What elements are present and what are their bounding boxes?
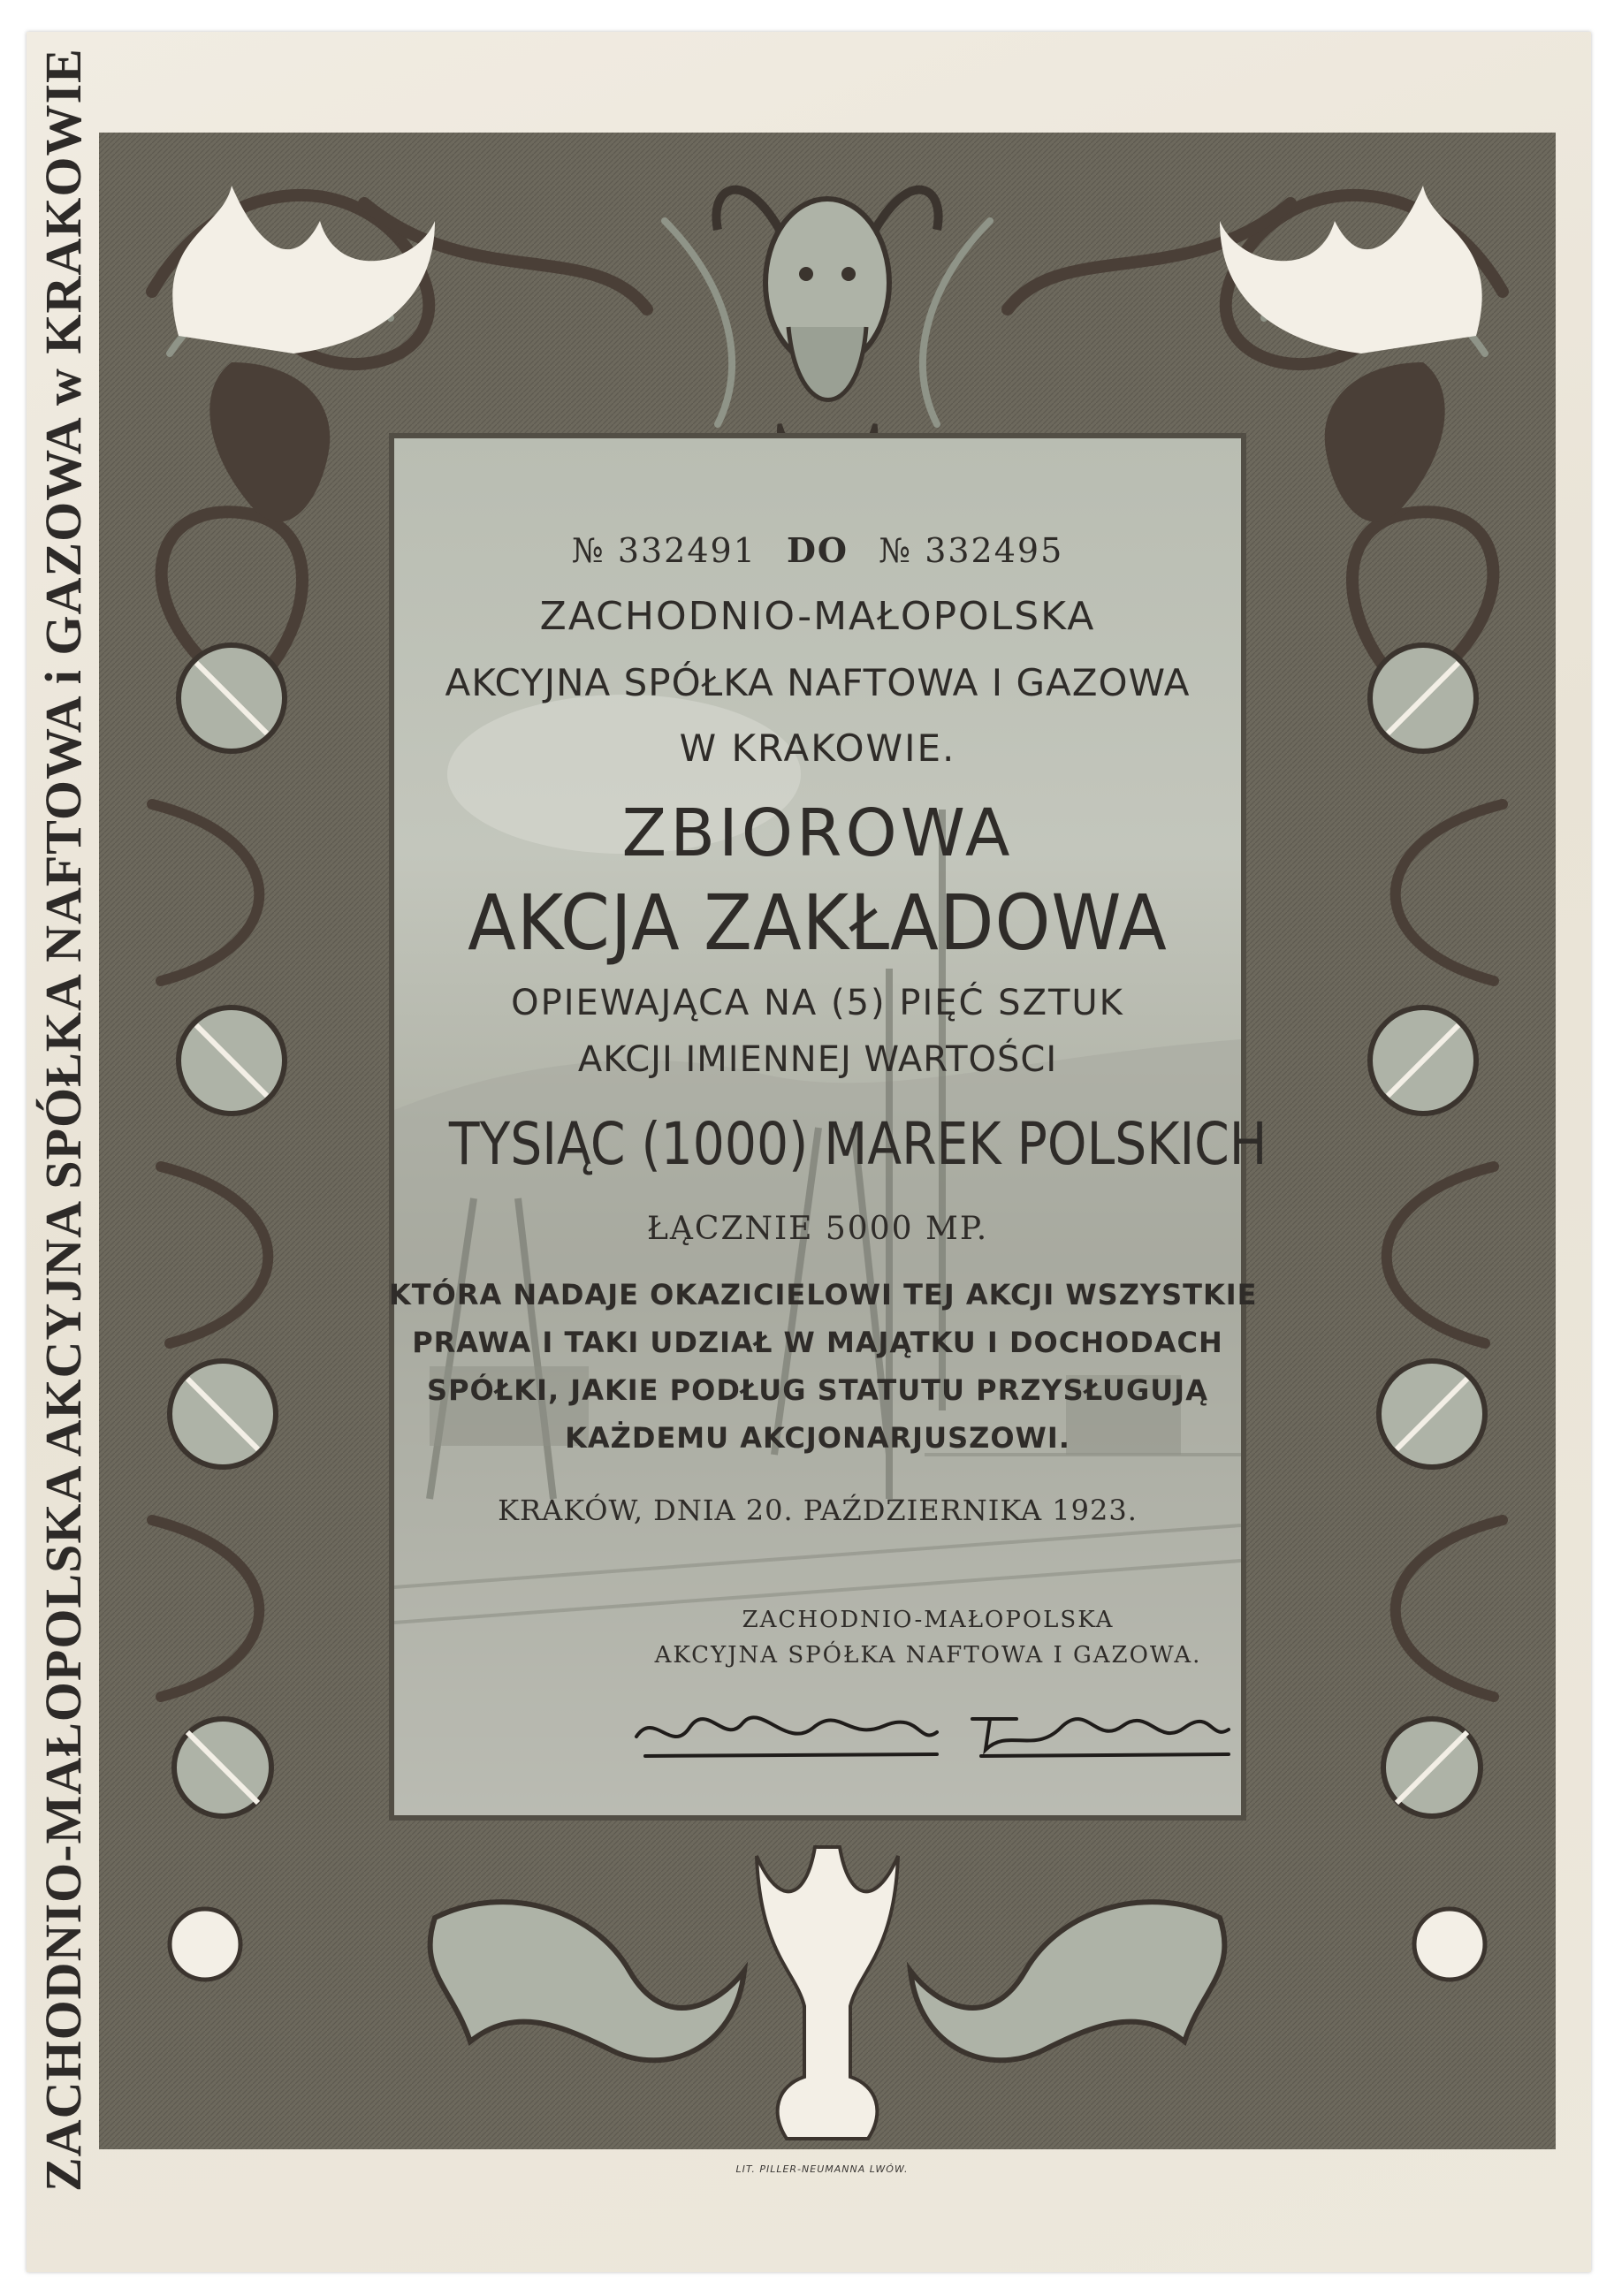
- serial-from-prefix: №: [571, 531, 605, 570]
- serial-numbers: [389, 530, 1246, 570]
- signature-left: [636, 1717, 937, 1737]
- rights-text-line-4: KAŻDEMU AKCJONARJUSZOWI.: [565, 1421, 1070, 1455]
- signatory-company-line-1: ZACHODNIO-MAŁOPOLSKA: [742, 1607, 1115, 1633]
- handwritten-signatures: [619, 1692, 1237, 1772]
- serial-to-prefix: №: [879, 531, 913, 570]
- serial-from-number: 332491: [617, 531, 757, 570]
- rights-text-line-1: KTÓRA NADAJE OKAZICIELOWI TEJ AKCJI WSZYSTKIE: [389, 1278, 1258, 1311]
- share-nominal-line: AKCJI IMIENNEJ WARTOŚCI: [577, 1039, 1058, 1080]
- title-share-type: AKCJA ZAKŁADOWA: [468, 878, 1168, 968]
- share-count-line: OPIEWAJĄCA NA (5) PIĘĆ SZTUK: [511, 983, 1124, 1023]
- total-value: ŁĄCZNIE 5000 MP.: [646, 1211, 989, 1247]
- signature-right: [972, 1719, 1229, 1750]
- rights-text-line-2: PRAWA I TAKI UDZIAŁ W MAJĄTKU I DOCHODACH: [412, 1326, 1223, 1359]
- serial-to-number: 332495: [925, 531, 1064, 570]
- company-location: W KRAKOWIE.: [679, 726, 956, 770]
- company-name-line-2: AKCYJNA SPÓŁKA NAFTOWA I GAZOWA: [445, 661, 1191, 704]
- title-collective: ZBIOROWA: [621, 795, 1014, 871]
- issue-date: KRAKÓW, DNIA 20. PAŹDZIERNIKA 1923.: [498, 1494, 1138, 1527]
- signatory-company-line-2: AKCYJNA SPÓŁKA NAFTOWA I GAZOWA.: [654, 1642, 1202, 1669]
- side-company-name: ZACHODNIO-MAŁOPOLSKA AKCYJNA SPÓŁKA NAFTOWA i GAZOWA w KRAKOWIE: [34, 48, 92, 2192]
- share-value: TYSIĄC (1000) MAREK POLSKICH: [448, 1110, 1268, 1178]
- serial-connector: DO: [786, 530, 849, 570]
- company-name-line-1: ZACHODNIO-MAŁOPOLSKA: [539, 594, 1096, 639]
- printer-mark: LIT. PILLER-NEUMANNA LWÓW.: [735, 2163, 909, 2175]
- rights-text-line-3: SPÓŁKI, JAKIE PODŁUG STATUTU PRZYSŁUGUJĄ: [427, 1373, 1208, 1407]
